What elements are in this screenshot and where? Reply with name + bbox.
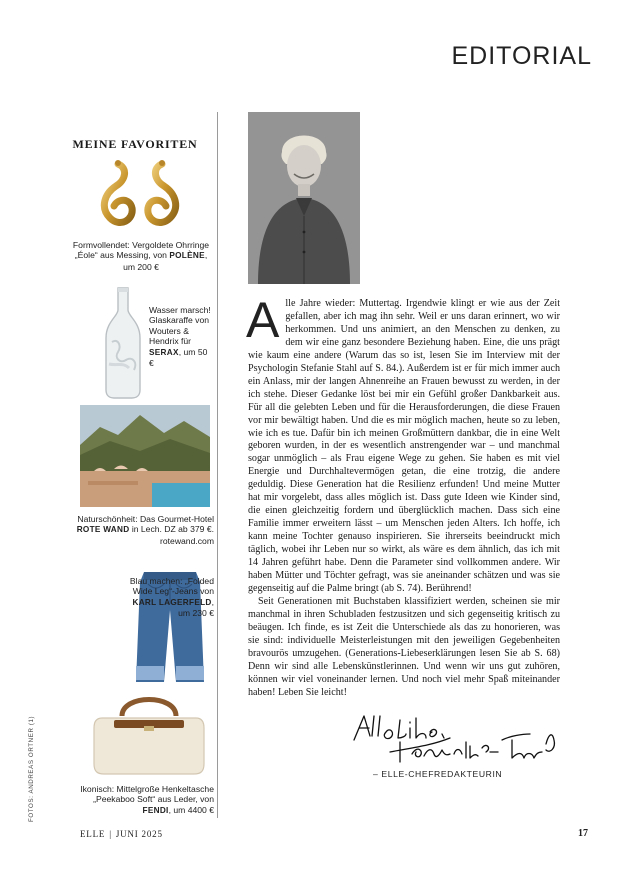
editorial-article	[246, 292, 560, 700]
favorites-title: MEINE FAVORITEN	[72, 137, 198, 151]
hotel-image	[80, 405, 210, 507]
section-title: EDITORIAL	[451, 42, 592, 70]
signature-role: – ELLE-CHEFREDAKTEURIN	[373, 769, 503, 779]
footer-separator: |	[109, 829, 112, 839]
carafe-caption: Wasser marsch! Glaskaraffe von Wouters & Hendrix für SERAX, um 50 €	[149, 305, 211, 369]
article-paragraph: Alle Jahre wieder: Muttertag. Irgendwie klingt er wie aus der Zeit gefallen, aber ich mag ihn sehr. Weil er uns daran erinnert, wo wir herkommen. Und uns animiert, an den Menschen zu denken, zu dem wir eine ganz besondere Beziehung haben. Eine, die uns prägt wie kaum eine andere (Warum das so ist, lesen Sie im Interview mit der Psychologin Stefanie Stahl auf S. 84.). Außerdem ist er für mich immer auch ein Anlass, mir der langen Ahnenreihe an Frauen bewusst zu werden, in der ich stehe. Dieser Gedanke löst bei mir ein Gefühl großer Dankbarkeit aus. Für all die gelebten Leben und für die Herausforderungen, die diese Frauen vor mir bewältigt haben. Und die es mir möglich machen, heute so zu leben, wie ich es tue. Dafür bin ich meinen Großmüttern dankbar, die in eine Welt geboren wurden, in der es wesentlich anstrengender war – und manchmal sogar unmöglich – als Frau eigene Wege zu gehen. Sie haben es mit viel Energie und Durchhaltevermögen getan, die eine trotzig, die andere geduldig. Diese Generation hat die Resilienz erfunden! Und meine Mutter hat mir vorgelebt, dass alles möglich ist. Dass gute Ideen wie Kinder sind, die einen gleichzeitig fordern und überglücklich machen. Dass sich eine Familie immer erweitern lässt – um Menschen jeden Alters. Ich hoffe, ich kann meine Tochter genauso inspirieren. Sie ihrerseits beeindruckt mich täglich, wobei ihr Leben nur so wirkt, als wäre es dem ähnlich, das ich mit 14 Jahren geführt habe. Denn die Parameter sind vollkommen andere. Wir haben Mütter und Töchter gefragt, was sie aneinander schätzen und was sie gegenseitig auf die Palme bringt (ab S. 74). Berührend!	[246, 292, 560, 594]
footer-date: JUNI 2025	[115, 829, 163, 839]
footer-magazine: ELLE	[80, 829, 106, 839]
article-paragraph: Seit Generationen mit Buchstaben klassifiziert werden, scheinen sie mir manchmal in ihren Schubladen festzusitzen und sich gegenseitig kritisch zu beäugen. Ich finde, es ist Zeit die Unterschiede als das zu honorieren, was sie sind: individuelle Meisterleistungen mit den jeweiligen Gegebenheiten bravourös umzugehen. (Generations-Liebeserklärungen lesen Sie ab S. 68) Denn wir sind alle Lebenskünstlerinnen. Und wenn wir uns gut zuhören, können wir viel voneinander lernen. Und noch viel mehr Spaß miteinander haben! Leben Sie leicht!	[248, 595, 560, 698]
hotel-caption: Naturschönheit: Das Gourmet-Hotel ROTE WAND in Lech. DZ ab 379 €. rotewand.com	[76, 514, 214, 546]
bag-image	[92, 690, 206, 776]
column-divider	[217, 112, 218, 818]
page-number: 17	[578, 828, 588, 839]
earrings-caption: Formvollendet: Vergoldete Ohrringe „Éole“ aus Messing, von POLÈNE, um 200 €	[72, 240, 210, 272]
jeans-caption: Blau machen: „Folded Wide Leg“-Jeans von KARL LAGERFELD, um 230 €	[129, 576, 214, 619]
footer-issue	[80, 829, 163, 839]
earrings-image	[92, 158, 188, 234]
signature	[350, 712, 560, 764]
portrait-photo	[248, 112, 360, 284]
bag-caption: Ikonisch: Mittelgroße Henkeltasche „Peekaboo Soft“ aus Leder, von FENDI, um 4400 €	[80, 784, 214, 815]
carafe-image	[100, 286, 146, 400]
drop-cap: A	[246, 292, 280, 348]
photo-credit: FOTOS: ANDREAS ORTNER (1)	[28, 715, 35, 822]
